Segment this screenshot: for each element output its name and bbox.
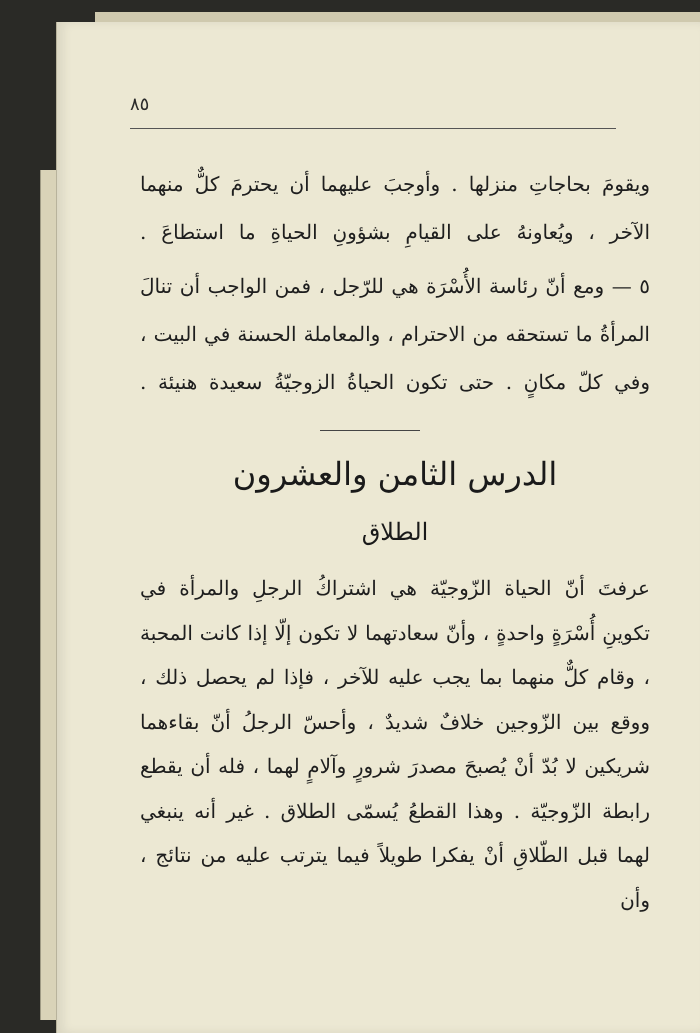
section-divider xyxy=(320,430,420,431)
paragraph-1: ويقومَ بحاجاتِ منزلها . وأوجبَ عليهما أن يحترمَ كلٌّ منهما الآخر ، ويُعاونهُ على القيامِ بشؤونِ الحياةِ ما استطاعَ . xyxy=(140,172,650,244)
lesson-subtitle: الطلاق xyxy=(361,518,429,546)
header-rule xyxy=(130,128,616,129)
page-number: ٨٥ xyxy=(130,94,150,115)
paragraph-3: عرفتَ أنّ الحياة الزّوجيّة هي اشتراكُ الرجلِ والمرأة في تكوينِ أُسْرَةٍ واحدةٍ ، وأنّ سعادتهما لا تكون إلّا إذا كانت المحبة ، وقام كلٌّ منهما بما يجب عليه للآخر ، فإذا لم يحصل ذلك ، ووقع بين الزّوجين خلافٌ شديدٌ ، وأحسّ الرجلُ أنّ بقاءهما شريكين لا بُدّ أنْ يُصبحَ مصدرَ شرورٍ وآلامٍ لهما ، فله أن يقطع رابطة الزّوجيّة . وهذا القطعُ يُسمّى الطلاق . غير أنه ينبغي لهما قبل الطّلاقِ أنْ يفكرا طويلاً فيما يترتب عليه من نتائج ، وأن xyxy=(140,576,650,912)
page-top-edge xyxy=(95,12,700,22)
lesson-title: الدرس الثامن والعشرون xyxy=(232,455,558,493)
paragraph-2: ٥ — ومع أنّ رئاسة الأُسْرَة هي للرّجل ، فمن الواجب أن تنالَ المرأةُ ما تستحقه من الاحترام ، والمعاملة الحسنة في البيت ، وفي كلّ مكانٍ . حتى تكون الحياةُ الزوجيّةُ سعيدة هنيئة . xyxy=(140,274,650,394)
